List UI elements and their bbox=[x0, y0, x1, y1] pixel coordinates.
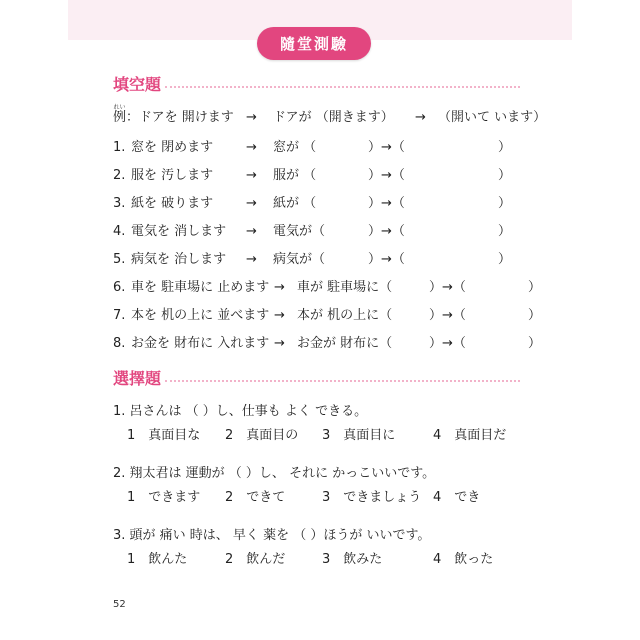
choice-option[interactable]: 2 真面目の bbox=[225, 428, 299, 443]
fill-item-row bbox=[113, 242, 533, 270]
fill-item-left: 電気を 消します bbox=[131, 224, 227, 239]
example-left: ドアを 開けます bbox=[139, 110, 234, 125]
choice-option[interactable]: 1 飲んた bbox=[127, 552, 188, 567]
fill-section-title: 填空題 bbox=[113, 75, 162, 94]
fill-item-row bbox=[113, 130, 533, 158]
fill-item-mid: 病気が（ bbox=[273, 252, 326, 267]
fill-item-left: 本を 机の上に 並べます bbox=[131, 308, 270, 323]
fill-item-left: 服を 汚します bbox=[131, 168, 214, 183]
fill-item-num: 1. bbox=[113, 140, 126, 155]
fill-item-row bbox=[113, 270, 542, 298]
fill-item-mid: 紙が （ bbox=[273, 196, 317, 211]
example-right: （開いて います） bbox=[438, 110, 547, 125]
fill-item-num: 6. bbox=[113, 280, 126, 295]
choice-question: 1. 呂さんは （ ）し、仕事も よく できる。 bbox=[113, 404, 368, 419]
fill-item-num: 5. bbox=[113, 252, 126, 267]
fill-item-num: 3. bbox=[113, 196, 126, 211]
choice-option[interactable]: 2 飲んだ bbox=[225, 552, 286, 567]
example-arrow-2: → bbox=[415, 110, 426, 125]
example-mid: ドアが （開きます） bbox=[273, 110, 394, 125]
fill-item-num: 2. bbox=[113, 168, 126, 183]
fill-item-end: ） bbox=[528, 308, 542, 323]
fill-item-arrow: → bbox=[246, 168, 257, 183]
example-num: 例れい： bbox=[113, 104, 140, 125]
fill-item-close: ）→（ bbox=[368, 224, 405, 239]
fill-item-row bbox=[113, 326, 542, 354]
fill-item-end: ） bbox=[528, 280, 542, 295]
fill-item-arrow: → bbox=[246, 252, 257, 267]
choice-option[interactable]: 4 飲った bbox=[433, 552, 494, 567]
example-arrow-1: → bbox=[246, 110, 257, 125]
fill-item-close: ）→（ bbox=[368, 196, 405, 211]
fill-item-mid: 窓が （ bbox=[273, 140, 317, 155]
choice-option[interactable]: 4 でき bbox=[433, 490, 481, 505]
choice-option[interactable]: 2 できて bbox=[225, 490, 286, 505]
choice-question: 2. 翔太君は 運動が （ ）し、 それに かっこいいです。 bbox=[113, 466, 436, 481]
fill-item-row bbox=[113, 186, 533, 214]
choice-option[interactable]: 1 できます bbox=[127, 490, 201, 505]
fill-item-num: 7. bbox=[113, 308, 126, 323]
fill-item-end: ） bbox=[498, 224, 512, 239]
fill-item-arrow: → bbox=[274, 336, 285, 351]
fill-item-left: お金を 財布に 入れます bbox=[131, 336, 270, 351]
choice-option[interactable]: 4 真面目だ bbox=[433, 428, 507, 443]
fill-item-left: 窓を 閉めます bbox=[131, 140, 214, 155]
fill-item-left: 紙を 破ります bbox=[131, 196, 214, 211]
example-row bbox=[113, 100, 547, 128]
choice-option[interactable]: 1 真面目な bbox=[127, 428, 201, 443]
page-number: 52 bbox=[113, 599, 126, 610]
fill-item-row bbox=[113, 214, 533, 242]
fill-item-mid: お金が 財布に（ bbox=[297, 336, 393, 351]
choice-section-title: 選擇題 bbox=[113, 369, 162, 388]
fill-item-arrow: → bbox=[246, 196, 257, 211]
fill-section-divider bbox=[165, 86, 520, 88]
choice-option[interactable]: 3 できましょう bbox=[322, 490, 422, 505]
fill-item-mid: 服が （ bbox=[273, 168, 317, 183]
fill-item-end: ） bbox=[498, 196, 512, 211]
fill-item-num: 8. bbox=[113, 336, 126, 351]
fill-item-left: 病気を 治します bbox=[131, 252, 227, 267]
choice-option[interactable]: 3 真面目に bbox=[322, 428, 396, 443]
fill-item-mid: 本が 机の上に（ bbox=[297, 308, 393, 323]
fill-item-left: 車を 駐車場に 止めます bbox=[131, 280, 270, 295]
fill-item-end: ） bbox=[498, 252, 512, 267]
fill-item-arrow: → bbox=[246, 224, 257, 239]
fill-item-arrow: → bbox=[274, 280, 285, 295]
fill-item-row bbox=[113, 298, 542, 326]
fill-item-row bbox=[113, 158, 533, 186]
fill-item-mid: 電気が（ bbox=[273, 224, 326, 239]
choice-option[interactable]: 3 飲みた bbox=[322, 552, 383, 567]
fill-item-arrow: → bbox=[246, 140, 257, 155]
fill-item-num: 4. bbox=[113, 224, 126, 239]
fill-item-close: ）→（ bbox=[429, 280, 466, 295]
fill-item-close: ）→（ bbox=[429, 336, 466, 351]
fill-item-mid: 車が 駐車場に（ bbox=[297, 280, 393, 295]
page-title: 隨堂測驗 bbox=[257, 27, 371, 60]
fill-item-close: ）→（ bbox=[368, 168, 405, 183]
fill-item-end: ） bbox=[498, 168, 512, 183]
fill-item-close: ）→（ bbox=[368, 252, 405, 267]
fill-item-close: ）→（ bbox=[429, 308, 466, 323]
fill-item-end: ） bbox=[528, 336, 542, 351]
fill-item-close: ）→（ bbox=[368, 140, 405, 155]
choice-question: 3. 頭が 痛い 時は、 早く 薬を （ ）ほうが いいです。 bbox=[113, 528, 431, 543]
fill-item-end: ） bbox=[498, 140, 512, 155]
choice-section-divider bbox=[165, 380, 520, 382]
fill-item-arrow: → bbox=[274, 308, 285, 323]
